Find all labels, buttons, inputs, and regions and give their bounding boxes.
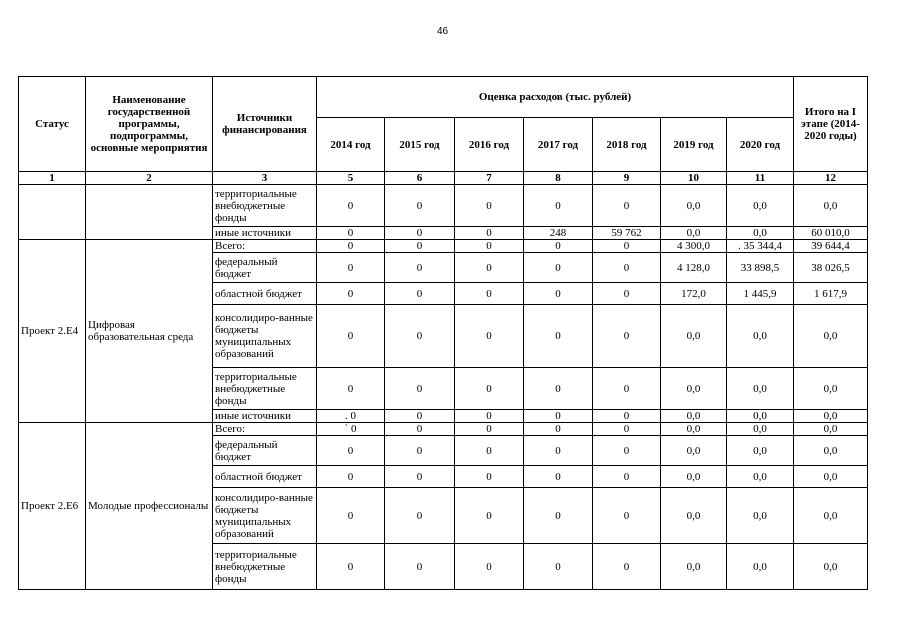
value-cell: 0 bbox=[385, 240, 455, 253]
value-cell: 0,0 bbox=[727, 423, 794, 436]
value-cell: 0,0 bbox=[661, 185, 727, 227]
value-cell: 60 010,0 bbox=[794, 227, 868, 240]
value-cell: 0,0 bbox=[661, 368, 727, 410]
value-cell: 4 300,0 bbox=[661, 240, 727, 253]
value-cell: 0 bbox=[385, 423, 455, 436]
table-row bbox=[19, 423, 868, 436]
estimate-header: Оценка расходов (тыс. рублей) bbox=[317, 77, 794, 118]
source-cell: федеральный бюджет bbox=[213, 436, 317, 466]
value-cell: 0 bbox=[524, 488, 593, 544]
value-cell: 0 bbox=[524, 436, 593, 466]
source-cell: консолидиро-ванные бюджеты муниципальных образований bbox=[213, 305, 317, 368]
sources-header: Источники финансирования bbox=[213, 77, 317, 172]
value-cell: 33 898,5 bbox=[727, 253, 794, 283]
status-cell bbox=[19, 185, 86, 240]
value-cell: 0 bbox=[385, 410, 455, 423]
value-cell: 0 bbox=[385, 227, 455, 240]
column-number: 5 bbox=[317, 172, 385, 185]
value-cell: ` 0 bbox=[317, 423, 385, 436]
year-header: 2014 год bbox=[317, 118, 385, 172]
column-number: 11 bbox=[727, 172, 794, 185]
column-number: 6 bbox=[385, 172, 455, 185]
value-cell: 0 bbox=[455, 253, 524, 283]
value-cell: 0 bbox=[385, 253, 455, 283]
column-number: 1 bbox=[19, 172, 86, 185]
value-cell: 0 bbox=[593, 240, 661, 253]
value-cell: 0 bbox=[455, 423, 524, 436]
value-cell: 0 bbox=[385, 185, 455, 227]
year-header: 2018 год bbox=[593, 118, 661, 172]
value-cell: 0 bbox=[455, 305, 524, 368]
name-header: Наименование государственной программы, подпрограммы, основные мероприятия bbox=[86, 77, 213, 172]
value-cell: 0 bbox=[385, 544, 455, 590]
year-header: 2016 год bbox=[455, 118, 524, 172]
value-cell: 0 bbox=[524, 466, 593, 488]
value-cell: 0 bbox=[317, 544, 385, 590]
value-cell: 0,0 bbox=[794, 368, 868, 410]
value-cell: . 0 bbox=[317, 410, 385, 423]
page-number: 46 bbox=[436, 26, 449, 37]
value-cell: 0 bbox=[593, 185, 661, 227]
source-cell: территориальные внебюджетные фонды bbox=[213, 544, 317, 590]
value-cell: 0 bbox=[317, 240, 385, 253]
value-cell: 0 bbox=[455, 240, 524, 253]
value-cell: 39 644,4 bbox=[794, 240, 868, 253]
value-cell: 4 128,0 bbox=[661, 253, 727, 283]
project-name-cell: Молодые профессионалы bbox=[86, 423, 213, 590]
value-cell: 0,0 bbox=[794, 544, 868, 590]
total-header: Итого на I этапе (2014-2020 годы) bbox=[794, 77, 868, 172]
value-cell: 0,0 bbox=[661, 423, 727, 436]
year-header: 2017 год bbox=[524, 118, 593, 172]
column-number: 10 bbox=[661, 172, 727, 185]
value-cell: 0,0 bbox=[794, 466, 868, 488]
source-cell: иные источники bbox=[213, 227, 317, 240]
name-cell bbox=[86, 185, 213, 240]
value-cell: 0 bbox=[385, 368, 455, 410]
source-cell: иные источники bbox=[213, 410, 317, 423]
value-cell: 0,0 bbox=[727, 305, 794, 368]
value-cell: 0 bbox=[455, 368, 524, 410]
year-header: 2015 год bbox=[385, 118, 455, 172]
source-cell: областной бюджет bbox=[213, 283, 317, 305]
column-number: 7 bbox=[455, 172, 524, 185]
value-cell: 248 bbox=[524, 227, 593, 240]
source-cell: областной бюджет bbox=[213, 466, 317, 488]
value-cell: 0 bbox=[524, 423, 593, 436]
value-cell: 0,0 bbox=[794, 410, 868, 423]
value-cell: 0 bbox=[455, 436, 524, 466]
value-cell: 0 bbox=[524, 283, 593, 305]
value-cell: 0 bbox=[317, 466, 385, 488]
column-number: 2 bbox=[86, 172, 213, 185]
value-cell: 0,0 bbox=[727, 488, 794, 544]
value-cell: 0 bbox=[524, 305, 593, 368]
value-cell: 0 bbox=[385, 466, 455, 488]
value-cell: 0 bbox=[524, 410, 593, 423]
column-number: 12 bbox=[794, 172, 868, 185]
value-cell: 0 bbox=[455, 466, 524, 488]
value-cell: . 35 344,4 bbox=[727, 240, 794, 253]
value-cell: 0,0 bbox=[794, 423, 868, 436]
value-cell: 0 bbox=[593, 466, 661, 488]
value-cell: 0 bbox=[593, 423, 661, 436]
value-cell: 0 bbox=[593, 253, 661, 283]
value-cell: 0 bbox=[524, 544, 593, 590]
value-cell: 0,0 bbox=[661, 466, 727, 488]
value-cell: 0 bbox=[317, 253, 385, 283]
value-cell: 59 762 bbox=[593, 227, 661, 240]
project-status-cell: Проект 2.Е6 bbox=[19, 423, 86, 590]
project-name-cell: Цифровая образовательная среда bbox=[86, 240, 213, 423]
value-cell: 0,0 bbox=[661, 488, 727, 544]
value-cell: 1 445,9 bbox=[727, 283, 794, 305]
value-cell: 0,0 bbox=[727, 436, 794, 466]
value-cell: 0 bbox=[524, 240, 593, 253]
year-header: 2020 год bbox=[727, 118, 794, 172]
value-cell: 38 026,5 bbox=[794, 253, 868, 283]
value-cell: 0 bbox=[524, 253, 593, 283]
value-cell: 0 bbox=[524, 368, 593, 410]
value-cell: 0 bbox=[317, 488, 385, 544]
source-cell: Всего: bbox=[213, 423, 317, 436]
value-cell: 0 bbox=[455, 227, 524, 240]
value-cell: 0 bbox=[317, 305, 385, 368]
value-cell: 0 bbox=[593, 368, 661, 410]
table-row bbox=[19, 185, 868, 227]
value-cell: 0,0 bbox=[794, 305, 868, 368]
value-cell: 0 bbox=[317, 227, 385, 240]
value-cell: 0 bbox=[455, 185, 524, 227]
value-cell: 0,0 bbox=[794, 185, 868, 227]
column-number: 9 bbox=[593, 172, 661, 185]
value-cell: 0 bbox=[593, 436, 661, 466]
year-header: 2019 год bbox=[661, 118, 727, 172]
source-cell: территориальные внебюджетные фонды bbox=[213, 185, 317, 227]
value-cell: 1 617,9 bbox=[794, 283, 868, 305]
value-cell: 0 bbox=[593, 283, 661, 305]
value-cell: 0 bbox=[455, 488, 524, 544]
value-cell: 0,0 bbox=[661, 305, 727, 368]
value-cell: 0,0 bbox=[661, 410, 727, 423]
value-cell: 172,0 bbox=[661, 283, 727, 305]
value-cell: 0 bbox=[317, 283, 385, 305]
value-cell: 0,0 bbox=[727, 410, 794, 423]
table-row bbox=[19, 240, 868, 253]
value-cell: 0 bbox=[317, 436, 385, 466]
value-cell: 0 bbox=[385, 488, 455, 544]
source-cell: федеральный бюджет bbox=[213, 253, 317, 283]
value-cell: 0 bbox=[317, 368, 385, 410]
value-cell: 0,0 bbox=[727, 227, 794, 240]
value-cell: 0,0 bbox=[794, 488, 868, 544]
source-cell: консолидиро-ванные бюджеты муниципальных образований bbox=[213, 488, 317, 544]
value-cell: 0 bbox=[455, 410, 524, 423]
column-number: 3 bbox=[213, 172, 317, 185]
value-cell: 0 bbox=[385, 436, 455, 466]
value-cell: 0,0 bbox=[727, 185, 794, 227]
value-cell: 0 bbox=[593, 488, 661, 544]
value-cell: 0 bbox=[317, 185, 385, 227]
value-cell: 0 bbox=[593, 544, 661, 590]
budget-table bbox=[18, 76, 868, 590]
value-cell: 0 bbox=[593, 305, 661, 368]
value-cell: 0 bbox=[524, 185, 593, 227]
value-cell: 0 bbox=[385, 283, 455, 305]
value-cell: 0,0 bbox=[727, 544, 794, 590]
status-header: Статус bbox=[19, 77, 86, 172]
value-cell: 0 bbox=[455, 544, 524, 590]
project-status-cell: Проект 2.Е4 bbox=[19, 240, 86, 423]
value-cell: 0 bbox=[455, 283, 524, 305]
value-cell: 0,0 bbox=[727, 466, 794, 488]
value-cell: 0,0 bbox=[794, 436, 868, 466]
value-cell: 0,0 bbox=[661, 436, 727, 466]
source-cell: территориальные внебюджетные фонды bbox=[213, 368, 317, 410]
value-cell: 0,0 bbox=[661, 227, 727, 240]
source-cell: Всего: bbox=[213, 240, 317, 253]
column-numbers-row bbox=[19, 172, 868, 185]
value-cell: 0,0 bbox=[661, 544, 727, 590]
table-body bbox=[19, 172, 868, 590]
value-cell: 0 bbox=[385, 305, 455, 368]
value-cell: 0,0 bbox=[727, 368, 794, 410]
column-number: 8 bbox=[524, 172, 593, 185]
value-cell: 0 bbox=[593, 410, 661, 423]
